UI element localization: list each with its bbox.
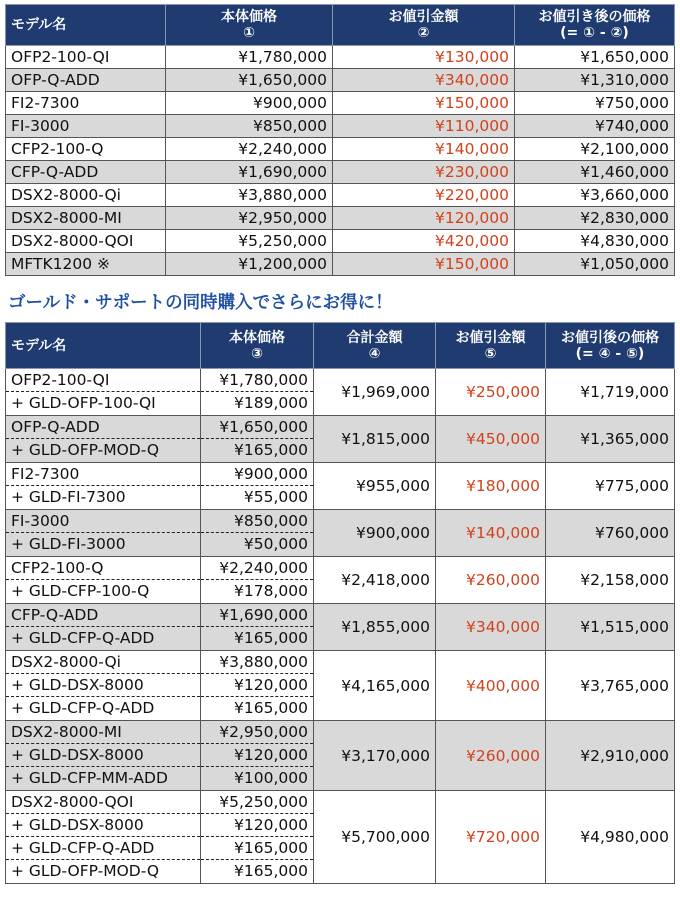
discount-cell: ¥720,000 <box>436 791 546 884</box>
total-cell: ¥1,815,000 <box>314 416 436 463</box>
total-cell: ¥1,855,000 <box>314 604 436 651</box>
price-line: ¥165,000 <box>234 629 308 647</box>
model-stack-cell <box>6 604 201 651</box>
total-cell: ¥2,418,000 <box>314 557 436 604</box>
discount-cell: ¥120,000 <box>333 207 515 230</box>
price-cell: ¥1,690,000 <box>166 161 333 184</box>
price-cell: ¥1,780,000 <box>166 46 333 69</box>
total-cell: ¥3,170,000 <box>314 721 436 791</box>
price-line: ¥165,000 <box>234 699 308 717</box>
discount-cell: ¥140,000 <box>333 138 515 161</box>
model-line: + GLD-OFP-MOD-Q <box>11 441 160 459</box>
model-line: FI2-7300 <box>6 463 200 486</box>
table-row <box>6 557 675 604</box>
bundle-price-table <box>5 322 675 884</box>
price-line: ¥120,000 <box>201 744 313 767</box>
final-price-cell: ¥1,515,000 <box>546 604 675 651</box>
model-line: + GLD-CFP-MM-ADD <box>11 769 168 787</box>
model-line: OFP-Q-ADD <box>6 416 200 439</box>
model-line: DSX2-8000-QOI <box>6 791 200 814</box>
price-line: ¥100,000 <box>234 769 308 787</box>
table-row <box>6 92 675 115</box>
final-price-cell: ¥750,000 <box>515 92 675 115</box>
price-cell: ¥900,000 <box>166 92 333 115</box>
model-cell: OFP-Q-ADD <box>6 69 166 92</box>
price-line: ¥120,000 <box>201 814 313 837</box>
table-row <box>6 416 675 463</box>
price-line: ¥850,000 <box>201 510 313 533</box>
final-price-cell: ¥775,000 <box>546 463 675 510</box>
discount-cell: ¥140,000 <box>436 510 546 557</box>
final-price-cell: ¥2,830,000 <box>515 207 675 230</box>
final-price-cell: ¥1,650,000 <box>515 46 675 69</box>
table-row <box>6 791 675 884</box>
price-stack-cell <box>201 791 314 884</box>
final-price-cell: ¥1,460,000 <box>515 161 675 184</box>
price-cell: ¥2,950,000 <box>166 207 333 230</box>
price-line: ¥165,000 <box>234 862 308 880</box>
final-price-cell: ¥1,310,000 <box>515 69 675 92</box>
header-model: モデル名 <box>6 5 166 46</box>
price-line: ¥189,000 <box>234 394 308 412</box>
model-line: + GLD-OFP-100-QI <box>11 394 156 412</box>
final-price-cell: ¥2,158,000 <box>546 557 675 604</box>
final-price-cell: ¥1,719,000 <box>546 369 675 416</box>
final-price-cell: ¥1,365,000 <box>546 416 675 463</box>
table-row <box>6 253 675 276</box>
price-line: ¥1,780,000 <box>201 369 313 392</box>
price-cell: ¥1,650,000 <box>166 69 333 92</box>
model-line: + GLD-DSX-8000 <box>6 674 200 697</box>
final-price-cell: ¥4,980,000 <box>546 791 675 884</box>
model-line: CFP-Q-ADD <box>6 604 200 627</box>
discount-cell: ¥260,000 <box>436 557 546 604</box>
final-price-cell: ¥760,000 <box>546 510 675 557</box>
price-cell: ¥2,240,000 <box>166 138 333 161</box>
final-price-cell: ¥1,050,000 <box>515 253 675 276</box>
price-cell: ¥3,880,000 <box>166 184 333 207</box>
price-line: ¥5,250,000 <box>201 791 313 814</box>
discount-cell: ¥150,000 <box>333 253 515 276</box>
price-stack-cell <box>201 463 314 510</box>
model-cell: DSX2-8000-QOI <box>6 230 166 253</box>
model-line: DSX2-8000-Qi <box>6 651 200 674</box>
price-line: ¥2,240,000 <box>201 557 313 580</box>
model-line: + GLD-DSX-8000 <box>6 814 200 837</box>
final-price-cell: ¥740,000 <box>515 115 675 138</box>
price-stack-cell <box>201 721 314 791</box>
model-line: DSX2-8000-MI <box>6 721 200 744</box>
header-discount: お値引金額 ② <box>333 5 515 46</box>
table-row <box>6 721 675 791</box>
table-row <box>6 510 675 557</box>
final-price-cell: ¥4,830,000 <box>515 230 675 253</box>
final-price-cell: ¥2,910,000 <box>546 721 675 791</box>
price-cell: ¥5,250,000 <box>166 230 333 253</box>
table-row <box>6 161 675 184</box>
model-cell: CFP2-100-Q <box>6 138 166 161</box>
discount-cell: ¥340,000 <box>333 69 515 92</box>
model-line: OFP2-100-QI <box>6 369 200 392</box>
price-line: ¥178,000 <box>234 582 308 600</box>
table-row <box>6 604 675 651</box>
table-row <box>6 138 675 161</box>
bundle-table-header <box>6 323 675 369</box>
model-stack-cell <box>6 510 201 557</box>
price-line: ¥2,950,000 <box>201 721 313 744</box>
model-stack-cell <box>6 463 201 510</box>
model-line: FI-3000 <box>6 510 200 533</box>
price-cell: ¥1,200,000 <box>166 253 333 276</box>
model-stack-cell <box>6 651 201 721</box>
price-line: ¥165,000 <box>201 837 313 860</box>
discount-cell: ¥150,000 <box>333 92 515 115</box>
price-line: ¥1,690,000 <box>201 604 313 627</box>
header-model: モデル名 <box>6 323 201 369</box>
model-line: + GLD-OFP-MOD-Q <box>11 862 160 880</box>
model-cell: FI2-7300 <box>6 92 166 115</box>
model-line: + GLD-CFP-Q-ADD <box>11 699 155 717</box>
table-row <box>6 184 675 207</box>
model-cell: DSX2-8000-MI <box>6 207 166 230</box>
table-row <box>6 207 675 230</box>
table-row <box>6 463 675 510</box>
model-line: + GLD-CFP-100-Q <box>11 582 150 600</box>
final-price-cell: ¥2,100,000 <box>515 138 675 161</box>
header-total: 合計金額 ④ <box>314 323 436 369</box>
header-price: 本体価格 ③ <box>201 323 314 369</box>
price-stack-cell <box>201 557 314 604</box>
model-line: + GLD-FI-3000 <box>11 535 126 553</box>
discount-cell: ¥110,000 <box>333 115 515 138</box>
discount-cell: ¥250,000 <box>436 369 546 416</box>
model-cell: MFTK1200 ※ <box>6 253 166 276</box>
discount-cell: ¥260,000 <box>436 721 546 791</box>
model-stack-cell <box>6 416 201 463</box>
model-line: + GLD-CFP-Q-ADD <box>6 837 200 860</box>
header-discount: お値引金額 ⑤ <box>436 323 546 369</box>
model-stack-cell <box>6 791 201 884</box>
table-row <box>6 651 675 721</box>
table-row <box>6 69 675 92</box>
model-line: + GLD-CFP-Q-ADD <box>11 629 155 647</box>
discount-cell: ¥180,000 <box>436 463 546 510</box>
header-final: お値引き後の価格 (= ① - ②) <box>515 5 675 46</box>
price-line: ¥120,000 <box>201 674 313 697</box>
total-cell: ¥900,000 <box>314 510 436 557</box>
table-row <box>6 115 675 138</box>
price-line: ¥1,650,000 <box>201 416 313 439</box>
discount-cell: ¥420,000 <box>333 230 515 253</box>
discount-cell: ¥450,000 <box>436 416 546 463</box>
model-line: + GLD-DSX-8000 <box>6 744 200 767</box>
discount-cell: ¥400,000 <box>436 651 546 721</box>
total-cell: ¥5,700,000 <box>314 791 436 884</box>
price-line: ¥3,880,000 <box>201 651 313 674</box>
model-cell: FI-3000 <box>6 115 166 138</box>
model-stack-cell <box>6 721 201 791</box>
discount-cell: ¥130,000 <box>333 46 515 69</box>
model-stack-cell <box>6 369 201 416</box>
model-line: CFP2-100-Q <box>6 557 200 580</box>
price-stack-cell <box>201 369 314 416</box>
discount-cell: ¥340,000 <box>436 604 546 651</box>
price-stack-cell <box>201 510 314 557</box>
price-stack-cell <box>201 604 314 651</box>
final-price-cell: ¥3,765,000 <box>546 651 675 721</box>
total-cell: ¥4,165,000 <box>314 651 436 721</box>
model-cell: CFP-Q-ADD <box>6 161 166 184</box>
price-stack-cell <box>201 416 314 463</box>
table-row <box>6 369 675 416</box>
price-line: ¥50,000 <box>243 535 308 553</box>
price-table-header <box>6 5 675 46</box>
promo-subtitle: ゴールド・サポートの同時購入でさらにお得に！ <box>8 293 393 313</box>
price-line: ¥165,000 <box>234 441 308 459</box>
total-cell: ¥955,000 <box>314 463 436 510</box>
price-cell: ¥850,000 <box>166 115 333 138</box>
table-row <box>6 46 675 69</box>
model-stack-cell <box>6 557 201 604</box>
price-table <box>5 4 675 276</box>
model-cell: OFP2-100-QI <box>6 46 166 69</box>
final-price-cell: ¥3,660,000 <box>515 184 675 207</box>
price-line: ¥55,000 <box>243 488 308 506</box>
total-cell: ¥1,969,000 <box>314 369 436 416</box>
price-stack-cell <box>201 651 314 721</box>
discount-cell: ¥220,000 <box>333 184 515 207</box>
header-final: お値引後の価格 (= ④ - ⑤) <box>546 323 675 369</box>
model-cell: DSX2-8000-Qi <box>6 184 166 207</box>
model-line: + GLD-FI-7300 <box>11 488 126 506</box>
table-row <box>6 230 675 253</box>
price-line: ¥900,000 <box>201 463 313 486</box>
discount-cell: ¥230,000 <box>333 161 515 184</box>
header-price: 本体価格 ① <box>166 5 333 46</box>
